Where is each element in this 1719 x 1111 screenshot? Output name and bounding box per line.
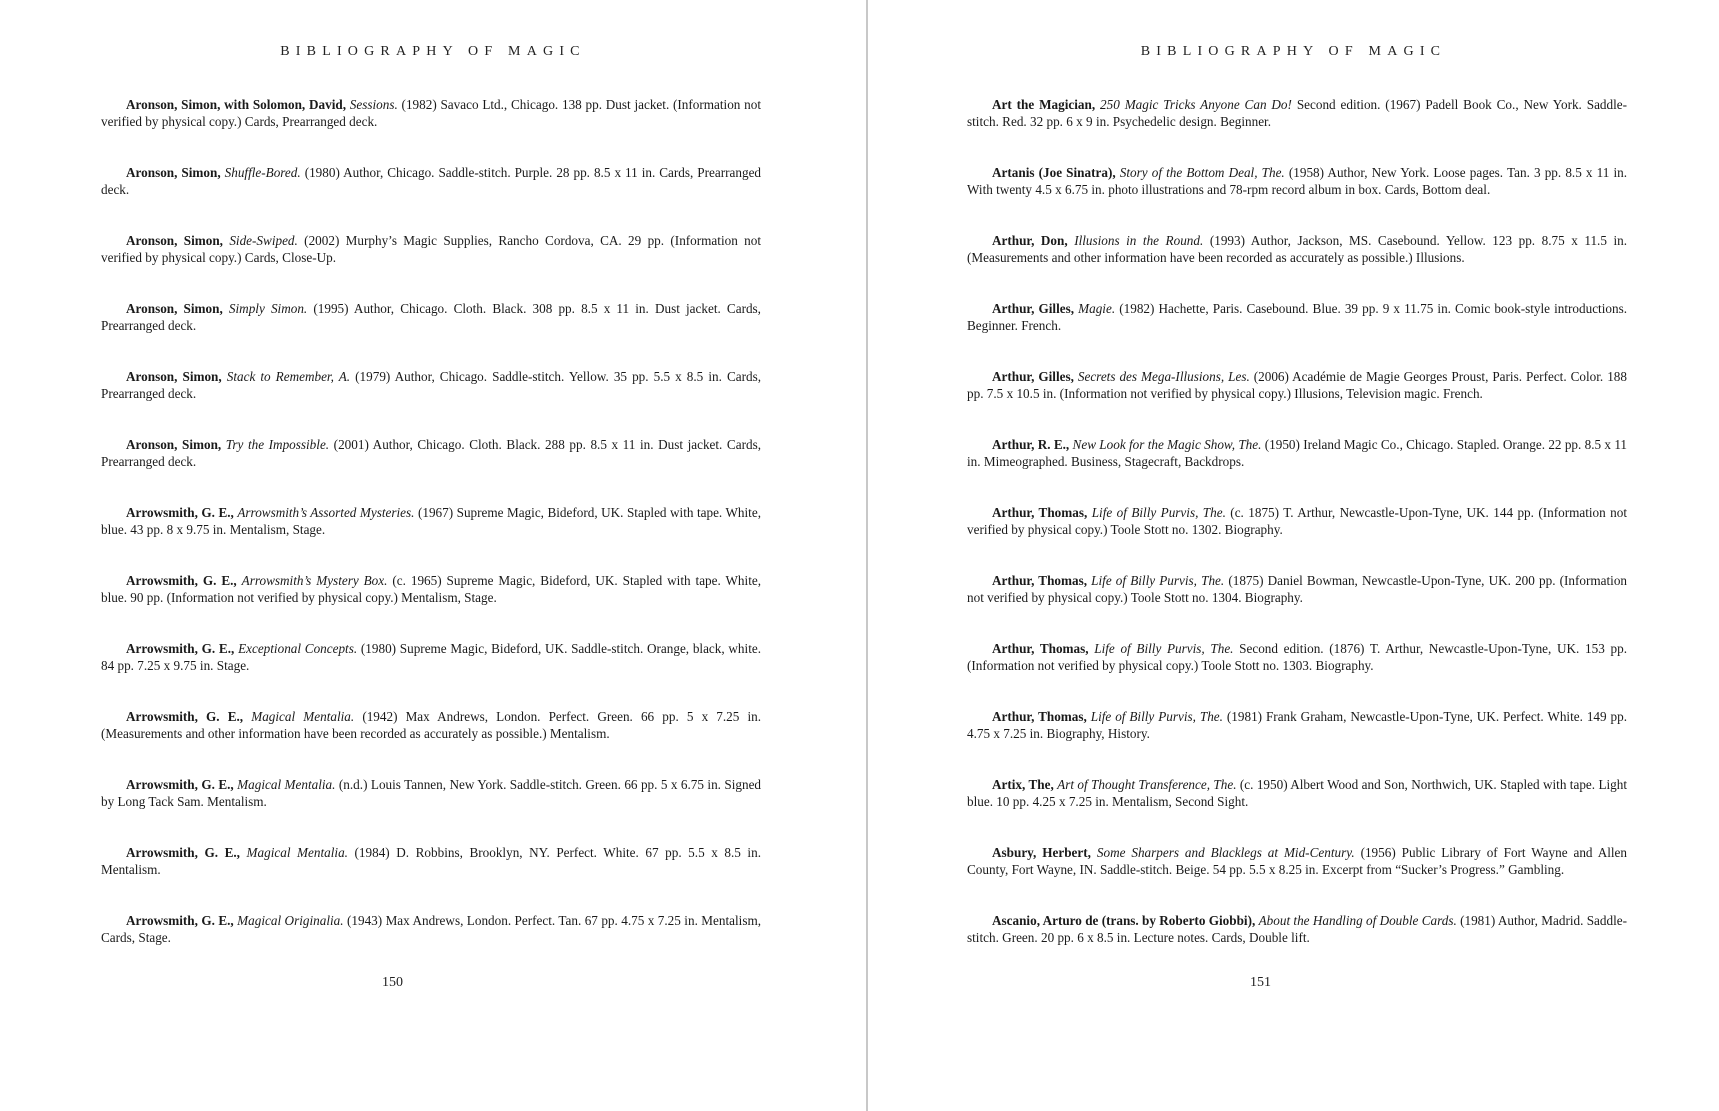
entry-title: Story of the Bottom Deal, The. (1119, 165, 1285, 180)
entry-details: (1984) D. Robbins, Brooklyn, NY. Perfect. White. 67 pp. 5.5 x 8.5 in. Mentalism. (101, 845, 761, 877)
entry-author: Asbury, Herbert, (992, 845, 1091, 860)
entry-title: About the Handling of Double Cards. (1258, 913, 1457, 928)
entry-title: Art of Thought Transference, The. (1057, 777, 1237, 792)
entry-author: Artanis (Joe Sinatra), (992, 165, 1116, 180)
entry-title: Simply Simon. (228, 301, 308, 316)
entry-author: Aronson, Simon, (126, 233, 223, 248)
left-entry-list (101, 96, 761, 980)
entry-title: Secrets des Mega-Illusions, Les. (1077, 369, 1250, 384)
entry-author: Aronson, Simon, (126, 301, 223, 316)
entry-title: Shuffle-Bored. (224, 165, 301, 180)
entry-title: Life of Billy Purvis, The. (1091, 573, 1225, 588)
entry-details: (1980) Author, Chicago. Saddle-stitch. Purple. 28 pp. 8.5 x 11 in. Cards, Prearranged deck. (101, 165, 761, 197)
bibliography-entry (101, 708, 761, 776)
bibliography-entry (101, 912, 761, 980)
bibliography-entry (101, 164, 761, 232)
entry-author: Artix, The, (992, 777, 1054, 792)
bibliography-entry (101, 776, 761, 844)
entry-details: (2002) Murphy’s Magic Supplies, Rancho Cordova, CA. 29 pp. (Information not verified by physical copy.) Cards, Close-Up. (101, 233, 761, 265)
entry-title: Sessions. (349, 97, 398, 112)
entry-author: Arrowsmith, G. E., (126, 709, 244, 724)
entry-author: Arrowsmith, G. E., (126, 913, 234, 928)
entry-details: (1982) Savaco Ltd., Chicago. 138 pp. Dust jacket. (Information not verified by physical copy.) Cards, Prearranged deck. (101, 97, 761, 129)
bibliography-entry (967, 572, 1627, 640)
bibliography-entry (967, 708, 1627, 776)
entry-title: Arrowsmith’s Assorted Mysteries. (237, 505, 415, 520)
entry-title: Magie. (1078, 301, 1116, 316)
right-running-head: BIBLIOGRAPHY OF MAGIC (1140, 44, 1447, 59)
bibliography-entry (967, 96, 1627, 164)
bibliography-entry (967, 776, 1627, 844)
bibliography-entry (967, 368, 1627, 436)
entry-author: Arthur, Thomas, (992, 709, 1087, 724)
entry-details: (1958) Author, New York. Loose pages. Tan. 3 pp. 8.5 x 11 in. With twenty 4.5 x 6.75 in. photo illustrations and 78-rpm record album in box. Cards, Bottom deal. (967, 165, 1627, 197)
entry-author: Aronson, Simon, (126, 165, 221, 180)
entry-author: Arrowsmith, G. E., (126, 845, 240, 860)
entry-author: Arthur, Thomas, (992, 573, 1088, 588)
entry-author: Aronson, Simon, (126, 437, 222, 452)
entry-title: Magical Mentalia. (237, 777, 336, 792)
bibliography-entry (967, 504, 1627, 572)
entry-details: (1967) Supreme Magic, Bideford, UK. Stapled with tape. White, blue. 43 pp. 8 x 9.75 in. Mentalism, Stage. (101, 505, 761, 537)
entry-author: Arthur, Gilles, (992, 369, 1074, 384)
entry-author: Arrowsmith, G. E., (126, 777, 234, 792)
right-page-number: 151 (1250, 975, 1271, 990)
bibliography-entry (967, 436, 1627, 504)
entry-title: Life of Billy Purvis, The. (1094, 641, 1234, 656)
entry-details: (1993) Author, Jackson, MS. Casebound. Yellow. 123 pp. 8.75 x 11.5 in. (Measurements and other information have been recorded as accurately as possible.) Illusions. (967, 233, 1627, 265)
entry-details: (1875) Daniel Bowman, Newcastle-Upon-Tyne, UK. 200 pp. (Information not verified by physical copy.) Toole Stott no. 1304. Biography. (967, 573, 1627, 605)
entry-details: (c. 1950) Albert Wood and Son, Northwich, UK. Stapled with tape. Light blue. 10 pp. 4.25 x 7.25 in. Mentalism, Second Sight. (967, 777, 1627, 809)
bibliography-entry (967, 232, 1627, 300)
entry-title: Magical Originalia. (237, 913, 344, 928)
bibliography-entry (967, 912, 1627, 980)
entry-details: (1979) Author, Chicago. Saddle-stitch. Yellow. 35 pp. 5.5 x 8.5 in. Cards, Prearranged deck. (101, 369, 761, 401)
entry-details: (1950) Ireland Magic Co., Chicago. Stapled. Orange. 22 pp. 8.5 x 11 in. Mimeographed. Business, Stagecraft, Backdrops. (967, 437, 1627, 469)
right-entry-list (967, 96, 1627, 980)
bibliography-entry (101, 368, 761, 436)
entry-details: (1980) Supreme Magic, Bideford, UK. Saddle-stitch. Orange, black, white. 84 pp. 7.25 x 9.75 in. Stage. (101, 641, 761, 673)
entry-details: (1981) Frank Graham, Newcastle-Upon-Tyne, UK. Perfect. White. 149 pp. 4.75 x 7.25 in. Biography, History. (967, 709, 1627, 741)
bibliography-entry (101, 300, 761, 368)
entry-details: (n.d.) Louis Tannen, New York. Saddle-stitch. Green. 66 pp. 5 x 6.75 in. Signed by Long Tack Sam. Mentalism. (101, 777, 761, 809)
entry-details: Second edition. (1967) Padell Book Co., New York. Saddle-stitch. Red. 32 pp. 6 x 9 in. Psychedelic design. Beginner. (967, 97, 1627, 129)
entry-author: Arrowsmith, G. E., (126, 641, 235, 656)
left-page-number: 150 (382, 975, 403, 990)
bibliography-entry (101, 232, 761, 300)
entry-title: Life of Billy Purvis, The. (1090, 709, 1223, 724)
entry-details: (1981) Author, Madrid. Saddle-stitch. Green. 20 pp. 6 x 8.5 in. Lecture notes. Cards, Double lift. (967, 913, 1627, 945)
entry-details: (1995) Author, Chicago. Cloth. Black. 308 pp. 8.5 x 11 in. Dust jacket. Cards, Prearranged deck. (101, 301, 761, 333)
bibliography-entry (967, 300, 1627, 368)
entry-author: Arrowsmith, G. E., (126, 505, 234, 520)
entry-author: Arthur, Don, (992, 233, 1068, 248)
entry-title: New Look for the Magic Show, The. (1072, 437, 1262, 452)
bibliography-entry (101, 504, 761, 572)
bibliography-entry (967, 164, 1627, 232)
entry-title: Illusions in the Round. (1074, 233, 1204, 248)
entry-details: (2006) Académie de Magie Georges Proust, Paris. Perfect. Color. 188 pp. 7.5 x 10.5 in. (Information not verified by physical copy.) Illusions, Television magic. French. (967, 369, 1627, 401)
bibliography-entry (967, 844, 1627, 912)
bibliography-entry (101, 844, 761, 912)
entry-author: Arthur, Thomas, (992, 641, 1089, 656)
entry-author: Aronson, Simon, with Solomon, David, (126, 97, 347, 112)
entry-details: (c. 1875) T. Arthur, Newcastle-Upon-Tyne, UK. 144 pp. (Information not verified by physical copy.) Toole Stott no. 1302. Biography. (967, 505, 1627, 537)
entry-author: Ascanio, Arturo de (trans. by Roberto Giobbi), (992, 913, 1256, 928)
entry-title: Stack to Remember, A. (226, 369, 351, 384)
entry-details: (1982) Hachette, Paris. Casebound. Blue. 39 pp. 9 x 11.75 in. Comic book-style introductions. Beginner. French. (967, 301, 1627, 333)
left-running-head: BIBLIOGRAPHY OF MAGIC (280, 44, 586, 59)
entry-author: Aronson, Simon, (126, 369, 222, 384)
entry-title: Some Sharpers and Blacklegs at Mid-Century. (1096, 845, 1355, 860)
entry-title: Side-Swiped. (229, 233, 298, 248)
entry-details: (1942) Max Andrews, London. Perfect. Green. 66 pp. 5 x 7.25 in. (Measurements and other information have been recorded as accurately as possible.) Mentalism. (101, 709, 761, 741)
entry-details: Second edition. (1876) T. Arthur, Newcastle-Upon-Tyne, UK. 153 pp. (Information not verified by physical copy.) Toole Stott no. 1303. Biography. (967, 641, 1627, 673)
right-page (868, 0, 1719, 1111)
entry-title: Magical Mentalia. (251, 709, 355, 724)
entry-title: Exceptional Concepts. (238, 641, 358, 656)
entry-title: Life of Billy Purvis, The. (1091, 505, 1226, 520)
entry-details: (c. 1965) Supreme Magic, Bideford, UK. Stapled with tape. White, blue. 90 pp. (Information not verified by physical copy.) Mentalism, Stage. (101, 573, 761, 605)
bibliography-entry (101, 640, 761, 708)
entry-author: Art the Magician, (992, 97, 1096, 112)
entry-author: Arthur, Gilles, (992, 301, 1075, 316)
entry-details: (1943) Max Andrews, London. Perfect. Tan. 67 pp. 4.75 x 7.25 in. Mentalism, Cards, Stage. (101, 913, 761, 945)
entry-author: Arthur, Thomas, (992, 505, 1088, 520)
entry-title: 250 Magic Tricks Anyone Can Do! (1100, 97, 1292, 112)
bibliography-entry (101, 436, 761, 504)
entry-title: Magical Mentalia. (246, 845, 348, 860)
bibliography-entry (967, 640, 1627, 708)
entry-author: Arrowsmith, G. E., (126, 573, 237, 588)
entry-author: Arthur, R. E., (992, 437, 1070, 452)
entry-title: Try the Impossible. (225, 437, 330, 452)
entry-details: (1956) Public Library of Fort Wayne and Allen County, Fort Wayne, IN. Saddle-stitch. Beige. 54 pp. 5.5 x 8.25 in. Excerpt from “Sucker’s Progress.” Gambling. (967, 845, 1627, 877)
entry-title: Arrowsmith’s Mystery Box. (241, 573, 388, 588)
bibliography-entry (101, 96, 761, 164)
entry-details: (2001) Author, Chicago. Cloth. Black. 288 pp. 8.5 x 11 in. Dust jacket. Cards, Prearranged deck. (101, 437, 761, 469)
bibliography-entry (101, 572, 761, 640)
